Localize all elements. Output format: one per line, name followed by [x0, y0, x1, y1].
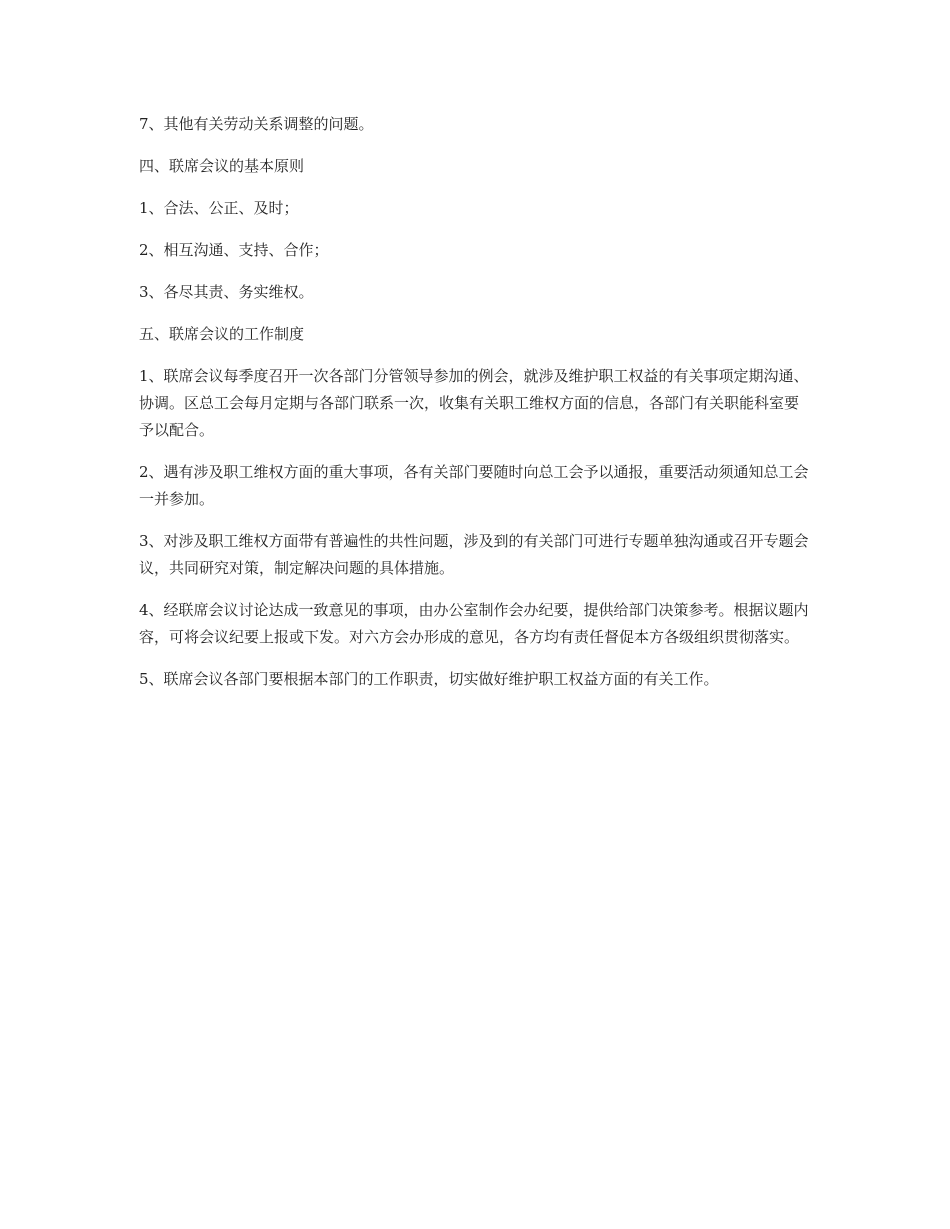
document-body: [139, 111, 811, 708]
paragraph-work-rule-3: 3、对涉及职工维权方面带有普遍性的共性问题，涉及到的有关部门可进行专题单独沟通或召开专题会议，共同研究对策，制定解决问题的具体措施。: [139, 532, 809, 577]
paragraph-principle-2: 2、相互沟通、支持、合作；: [139, 241, 329, 259]
section-heading-work-system: 五、联席会议的工作制度: [139, 325, 305, 343]
paragraph-work-rule-4: 4、经联席会议讨论达成一致意见的事项，由办公室制作会办纪要，提供给部门决策参考。根据议题内容，可将会议纪要上报或下发。对六方会办形成的意见，各方均有责任督促本方各级组织贯彻落实。: [139, 601, 809, 646]
paragraph-principle-1: 1、合法、公正、及时；: [139, 199, 299, 217]
paragraph-work-rule-1: 1、联席会议每季度召开一次各部门分管领导参加的例会，就涉及维护职工权益的有关事项定期沟通、协调。区总工会每月定期与各部门联系一次，收集有关职工维权方面的信息，各部门有关职能科室要予以配合。: [139, 367, 809, 439]
paragraph-work-rule-2: 2、遇有涉及职工维权方面的重大事项，各有关部门要随时向总工会予以通报，重要活动须通知总工会一并参加。: [139, 463, 809, 508]
paragraph-work-rule-5: 5、联席会议各部门要根据本部门的工作职责，切实做好维护职工权益方面的有关工作。: [139, 670, 719, 688]
paragraph-item-7-labor-relations: 7、其他有关劳动关系调整的问题。: [139, 115, 374, 133]
paragraph-principle-3: 3、各尽其责、务实维权。: [139, 283, 314, 301]
section-heading-basic-principles: 四、联席会议的基本原则: [139, 157, 305, 175]
